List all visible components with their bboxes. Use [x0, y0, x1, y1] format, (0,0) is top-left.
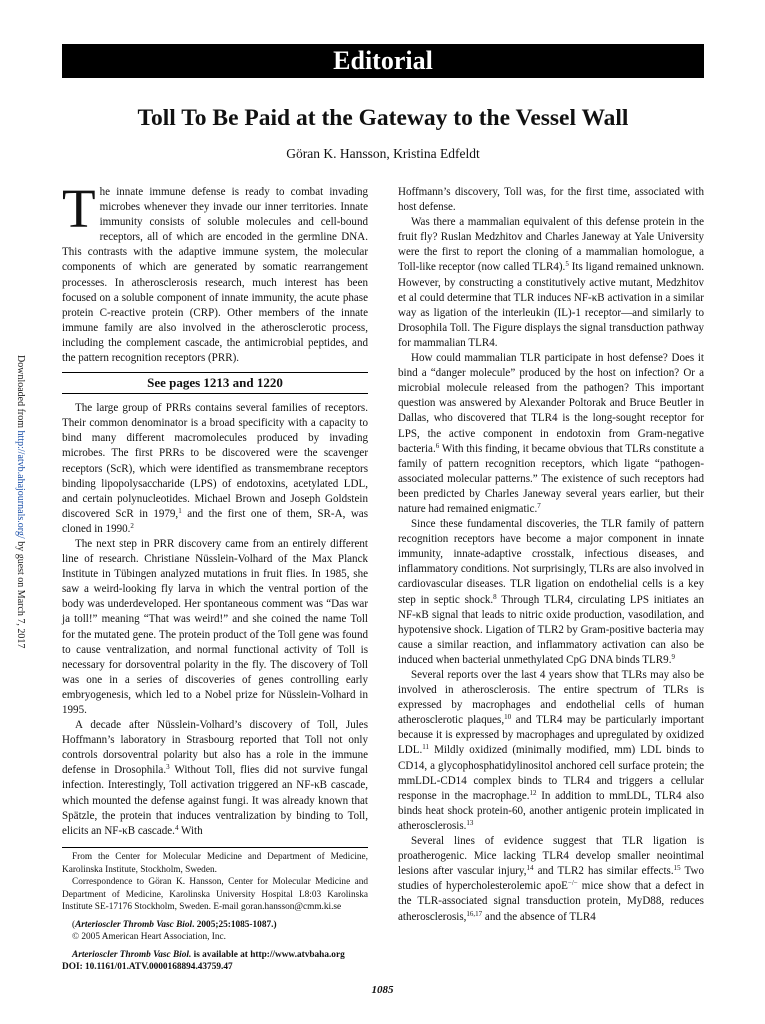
article-authors: Göran K. Hansson, Kristina Edfeldt: [286, 146, 480, 161]
paragraph: Several lines of evidence suggest that TLR ligation is proatherogenic. Mice lacking TLR4 develop smaller neointimal lesions after vascular injury,$^{14}$ and TLR2 has similar effects.$^{15}$ Two studies of hypercholesterolemic apoE−/− mice show that a defect in the TLR-associated signal transduction protein, MyD88, reduces atherosclerosis,$^{16,17}$ and the absence of TLR4: [398, 835, 704, 923]
paragraph: How could mammalian TLR participate in host defense? Does it bind a “danger molecule” produced by the host on infection? Or a microbial molecule released from the pathogen? This important question was answered by Alexander Poltorak and Bruce Beutler in Dallas, who discovered that TLR4 is the long-sought receptor for LPS, the active component in endotoxin from Gram-negative bacteria.$^6$ With this finding, it became obvious that TLRs constitute a family of pattern recognition receptors, which ligate “pathogen-associated molecular patterns.” The existence of such receptors had been predicted by Charles Janeway several years earlier, but their nature had remained enigmatic.$^7$: [398, 352, 704, 515]
intro-text: he innate immune defense is ready to combat invading microbes whenever they invade our inner territories. Innate immunity consists of soluble molecules and cell-bound receptors, all of which are encoded in the germline DNA. This contrasts with the adaptive immune system, the molecular components of which are generated by somatic rearrangement processes. In atherosclerosis research, much interest has been focused on a soluble component of innate immunity, the acute phase protein C-reactive protein (CRP). Other members of the innate immune family are also involved in the atherosclerotic process, including the complement cascade, the antimicrobial peptides, and the pattern recognition receptors (PRR).: [62, 186, 368, 365]
journal-link[interactable]: http://atvb.ahajournals.org/: [15, 430, 26, 539]
page-number: 1085: [371, 984, 394, 996]
ref-marker: 9: [671, 652, 675, 661]
paragraph: The large group of PRRs contains several families of receptors. Their common denominator is a broad specificity with a capacity to bind many different macromolecules produced by invading microbes. The first PRRs to be discovered were the scavenger receptors (ScR), which were identified as transmembrane receptors binding lipopolysaccharide (LPS) of endotoxins, acetylated LDL, and certain polynucleotides. Michael Brown and Joseph Goldstein discovered ScR in 1979,$^1$ and the first one of them, SR-A, was cloned in 1990.$^2$: [62, 402, 369, 535]
availability-note: Arterioscler Thromb Vasc Biol. is available at http://www.atvbaha.org: [72, 949, 345, 960]
paragraph: Several reports over the last 4 years show that TLRs may also be involved in atherosclerosis. The entire spectrum of TLRs is expressed by macrophages and endothelial cells of human atherosclerotic plaques,$^{10}$ and TLR4 may be particularly important because it is expressed by macrophages and upregulated by oxidized LDL.$^{11}$ Mildly oxidized (minimally modified, mm) LDL binds to CD14, a glycophosphatidylinositol anchored cell surface protein; the mmLDL-CD14 complex binds to TLR4 and triggers a cellular response in the macrophage.$^{12}$ In addition to mmLDL, TLR4 also binds heat shock protein-60, another antigenic protein implicated in atherosclerosis.$^{13}$: [398, 669, 704, 832]
see-pages-box: See pages 1213 and 1220: [62, 372, 368, 394]
download-note: [15, 355, 26, 648]
ref-marker: 15: [673, 864, 681, 873]
paragraph: Since these fundamental discoveries, the TLR family of pattern recognition receptors have become a major component in innate immunity, innate-adaptive crosstalk, infectious diseases, and inflammatory conditions. Not surprisingly, TLRs are also involved in cardiovascular diseases. TLR ligation on endothelial cells is a key step in septic shock.$^8$ Through TLR4, circulating LPS initiates an NF-κB signal that leads to nitric oxide production, vasodilation, and hypotensive shock. Ligation of TLR2 by Gram-positive bacteria may cause a similar reaction, and inflammatory activation can also be induced when bacterial unmethylated CpG DNA binds TLR9.$^9$: [398, 518, 704, 666]
ref-marker: 6: [435, 441, 440, 450]
ref-marker: 7: [537, 501, 541, 510]
doi-note: DOI: 10.1161/01.ATV.0000168894.43759.47: [62, 962, 233, 972]
download-suffix: by guest on March 7, 2017: [15, 538, 26, 649]
ref-marker: 4: [174, 823, 179, 832]
article-title: Toll To Be Paid at the Gateway to the Vessel Wall: [137, 105, 629, 131]
ref-marker: 2: [130, 521, 134, 530]
ref-marker: 3: [166, 763, 170, 772]
intro-paragraph: [62, 178, 368, 366]
copyright-note: © 2005 American Heart Association, Inc.: [72, 932, 226, 942]
citation-note: (Arterioscler Thromb Vasc Biol. 2005;25:1085-1087.): [72, 919, 277, 930]
paragraph: Was there a mammalian equivalent of this defense protein in the fruit fly? Ruslan Medzhitov and Charles Janeway at Yale University were the first to report the cloning of a mammalian homologue, a Toll-like receptor (now called TLR4).$^5$ Its ligand remained unknown. However, by constructing a constitutively active mutant, Medzhitov et al could determine that TLR induces NF-κB activation in a similar way as ligation of the interleukin (IL)-1 receptor—and similarly to Drosophila Toll. The Figure displays the signal transduction pathway for mammalian TLR4.: [398, 216, 704, 349]
ref-marker: 5: [565, 260, 569, 269]
affiliation-note: From the Center for Molecular Medicine and Department of Medicine, Karolinska Institute, Stockholm, Sweden.: [62, 852, 368, 875]
ref-marker: 1: [178, 506, 182, 515]
ref-marker: 8: [493, 592, 497, 601]
ref-marker: 11: [422, 743, 429, 752]
section-banner: Editorial: [62, 44, 704, 78]
download-prefix: Downloaded from: [15, 355, 26, 431]
ref-marker: 10: [504, 713, 512, 722]
paragraph: Hoffmann’s discovery, Toll was, for the first time, associated with host defense.: [398, 186, 704, 214]
paragraph: A decade after Nüsslein-Volhard’s discovery of Toll, Jules Hoffmann’s laboratory in Strasbourg reported that Toll not only controls dorsoventral polarity but also has a role in the immune defense in Drosophila.$^3$ Without Toll, flies did not survive fungal infection. Interestingly, Toll activation triggered an NF-κB cascade, which mounted the defense against fungi. It was already known that Spätzle, the protein that induces ventralization by binding to Toll, elicits an NF-κB cascade.$^4$ With: [62, 719, 369, 837]
download-sidebar: [12, 355, 30, 675]
correspondence-note: Correspondence to Göran K. Hansson, Center for Molecular Medicine and Department of Medicine, Karolinska University Hospital L8:03 Karolinska Institute SE-17176 Stockholm, Sweden. E-mail goran.hansson@cmm.ki.se: [62, 877, 368, 912]
ref-marker: −/−: [567, 879, 578, 888]
ref-marker: 16,17: [466, 909, 483, 918]
footnotes: [62, 847, 368, 974]
ref-marker: 13: [466, 818, 474, 827]
drop-cap: T: [62, 178, 96, 239]
left-column: [62, 178, 369, 839]
paragraph: The next step in PRR discovery came from an entirely different line of research. Christiane Nüsslein-Volhard of the Max Planck Institute in Tübingen analyzed mutations in fruit flies. In 1985, she saw a weird-looking fly larva in which the ventral portion of the body was underdeveloped. Her spontaneous comment was “Das war ja toll!” meaning “That was weird!” and she coined the name Toll for the mutated gene. The protein product of the Toll gene was found to cause ventralization, and normal functional activity of Toll is necessary for dorsoventral polarity in the fly. The discovery of Toll was one in a series of discoveries of genes controlling early embryogenesis, which led to a Nobel prize for Nüsslein-Volhard in 1995.: [62, 537, 368, 716]
right-column: [398, 185, 704, 925]
ref-marker: 12: [529, 788, 537, 797]
ref-marker: 14: [526, 864, 534, 873]
